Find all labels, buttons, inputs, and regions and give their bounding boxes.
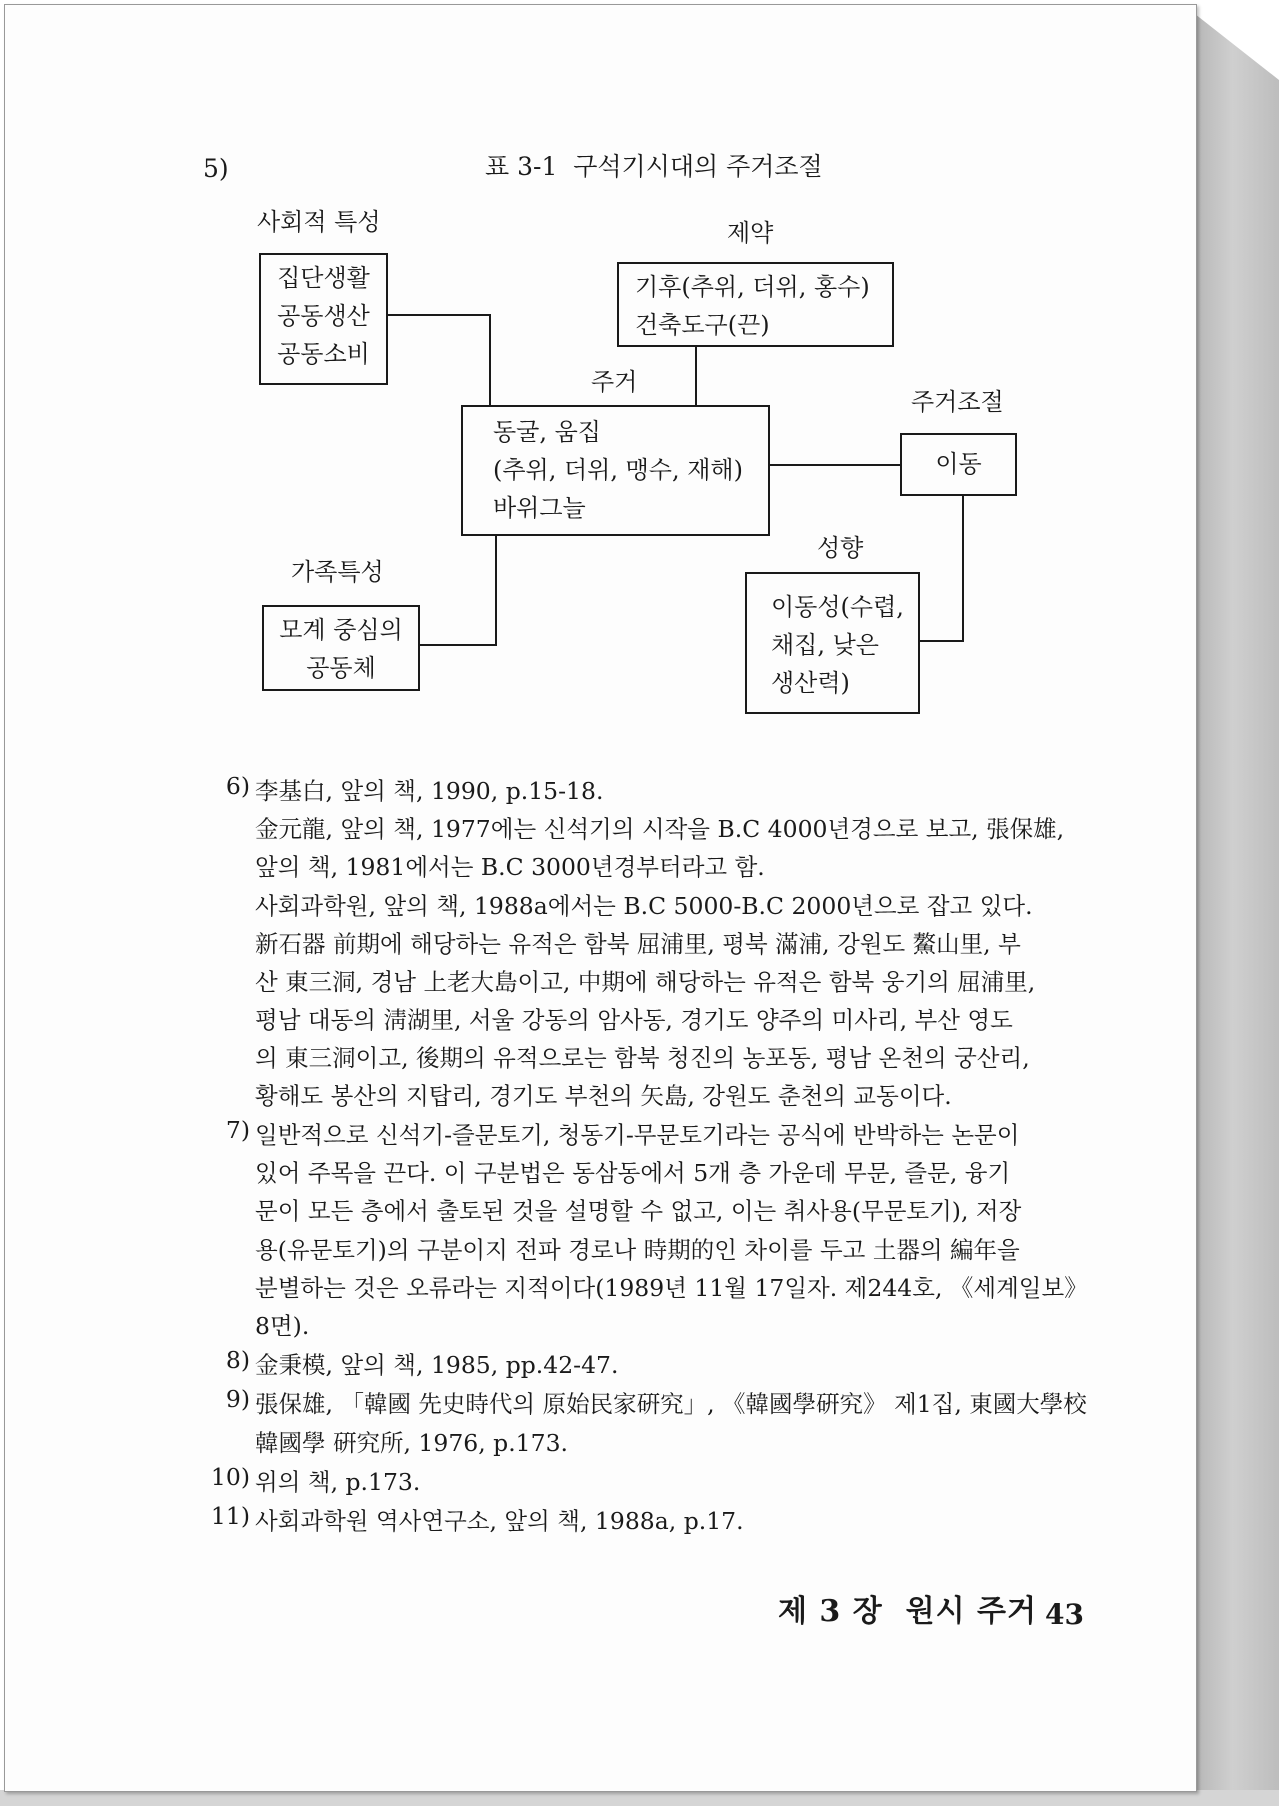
reference-line: 황해도 봉산의 지탑리, 경기도 부천의 矢島, 강원도 춘천의 교동이다.: [255, 1082, 952, 1110]
figure-number: 5): [203, 154, 229, 183]
reference-number: 10): [210, 1463, 250, 1491]
reference-line: 의 東三洞이고, 後期의 유적으로는 함북 청진의 농포동, 평남 온천의 궁산리,: [255, 1044, 1030, 1072]
box-line: (추위, 더위, 맹수, 재해): [493, 456, 743, 484]
reference-line: 金秉模, 앞의 책, 1985, pp.42-47.: [255, 1351, 619, 1379]
box-line: 이동: [935, 450, 982, 478]
book-bottom-edge: [0, 1790, 1279, 1806]
reference-line: 金元龍, 앞의 책, 1977에는 신석기의 시작을 B.C 4000년경으로 보고, 張保雄,: [255, 815, 1065, 843]
page-number: 43: [1045, 1598, 1084, 1631]
reference-line: 사회과학원, 앞의 책, 1988a에서는 B.C 5000-B.C 2000년으로 잡고 있다.: [255, 892, 1033, 920]
box-line: 이동성(수렵,: [771, 593, 904, 621]
box-line: 채집, 낮은: [771, 631, 879, 659]
reference-line: 新石器 前期에 해당하는 유적은 함북 屈浦里, 평북 滿浦, 강원도 鰲山里, 부: [255, 930, 1021, 958]
reference-line: 8면).: [255, 1312, 310, 1340]
reference-line: 분별하는 것은 오류라는 지적이다(1989년 11월 17일자. 제244호, 《세계일보》: [255, 1274, 1088, 1302]
box-line: 공동생산: [277, 302, 370, 330]
box-line: 기후(추위, 더위, 홍수): [635, 273, 870, 301]
connector-regulation-tendency: [920, 496, 963, 641]
book-spine-edge: [1195, 0, 1279, 1806]
footer-chapter-title: 제 3 장 원시 주거: [778, 1594, 1037, 1629]
reference-line: 있어 주목을 끈다. 이 구분법은 동삼동에서 5개 층 가운데 무문, 즐문, 융기: [255, 1159, 1011, 1187]
reference-line: 사회과학원 역사연구소, 앞의 책, 1988a, p.17.: [255, 1507, 744, 1535]
box-line: 생산력): [771, 669, 850, 697]
box-social-traits: [259, 253, 388, 385]
reference-line: 산 東三洞, 경남 上老大島이고, 中期에 해당하는 유적은 함북 웅기의 屈浦里,: [255, 968, 1036, 996]
box-line: 공동체: [306, 654, 376, 682]
label-tendency: 성향: [817, 534, 864, 562]
reference-line: 용(유문토기)의 구분이지 전파 경로나 時期的인 차이를 두고 土器의 編年을: [255, 1236, 1020, 1264]
figure-caption: 표 3-1 구석기시대의 주거조절: [485, 152, 823, 181]
reference-line: 일반적으로 신석기-즐문토기, 청동기-무문토기라는 공식에 반박하는 논문이: [255, 1121, 1020, 1149]
label-constraint: 제약: [727, 219, 774, 247]
book-page: [4, 4, 1197, 1792]
reference-line: 위의 책, p.173.: [255, 1468, 421, 1496]
reference-line: 평남 대동의 淸湖里, 서울 강동의 암사동, 경기도 양주의 미사리, 부산 영도: [255, 1006, 1013, 1034]
label-dwelling: 주거: [591, 368, 638, 396]
box-dwelling: [461, 405, 770, 536]
box-line: 모계 중심의: [279, 616, 403, 644]
box-line: 동굴, 움집: [493, 418, 601, 446]
reference-line: 張保雄, 「韓國 先史時代의 原始民家硏究」, 《韓國學硏究》 제1집, 東國大學校: [255, 1390, 1087, 1418]
reference-line: 韓國學 硏究所, 1976, p.173.: [255, 1429, 568, 1457]
label-family-traits: 가족특성: [291, 558, 384, 586]
reference-number: 11): [210, 1502, 250, 1530]
reference-line: 앞의 책, 1981에서는 B.C 3000년경부터라고 함.: [255, 853, 765, 881]
label-social-traits: 사회적 특성: [257, 208, 381, 236]
reference-number: 9): [225, 1385, 250, 1413]
label-regulation: 주거조절: [911, 388, 1004, 416]
reference-number: 6): [225, 772, 250, 800]
connector-social-dwelling: [386, 315, 490, 405]
reference-number: 7): [225, 1116, 250, 1144]
box-regulation: [900, 433, 1017, 496]
reference-line: 문이 모든 층에서 출토된 것을 설명할 수 없고, 이는 취사용(무문토기), 저장: [255, 1197, 1022, 1225]
box-line: 건축도구(끈): [635, 311, 770, 339]
box-line: 공동소비: [277, 340, 370, 368]
reference-line: 李基白, 앞의 책, 1990, p.15-18.: [255, 777, 604, 805]
box-line: 바위그늘: [493, 494, 586, 522]
box-family-traits: [262, 605, 420, 691]
reference-number: 8): [225, 1346, 250, 1374]
box-line: 집단생활: [277, 264, 370, 292]
box-tendency: [745, 572, 920, 714]
connector-dwelling-family: [420, 536, 496, 645]
box-constraint: [617, 262, 894, 347]
